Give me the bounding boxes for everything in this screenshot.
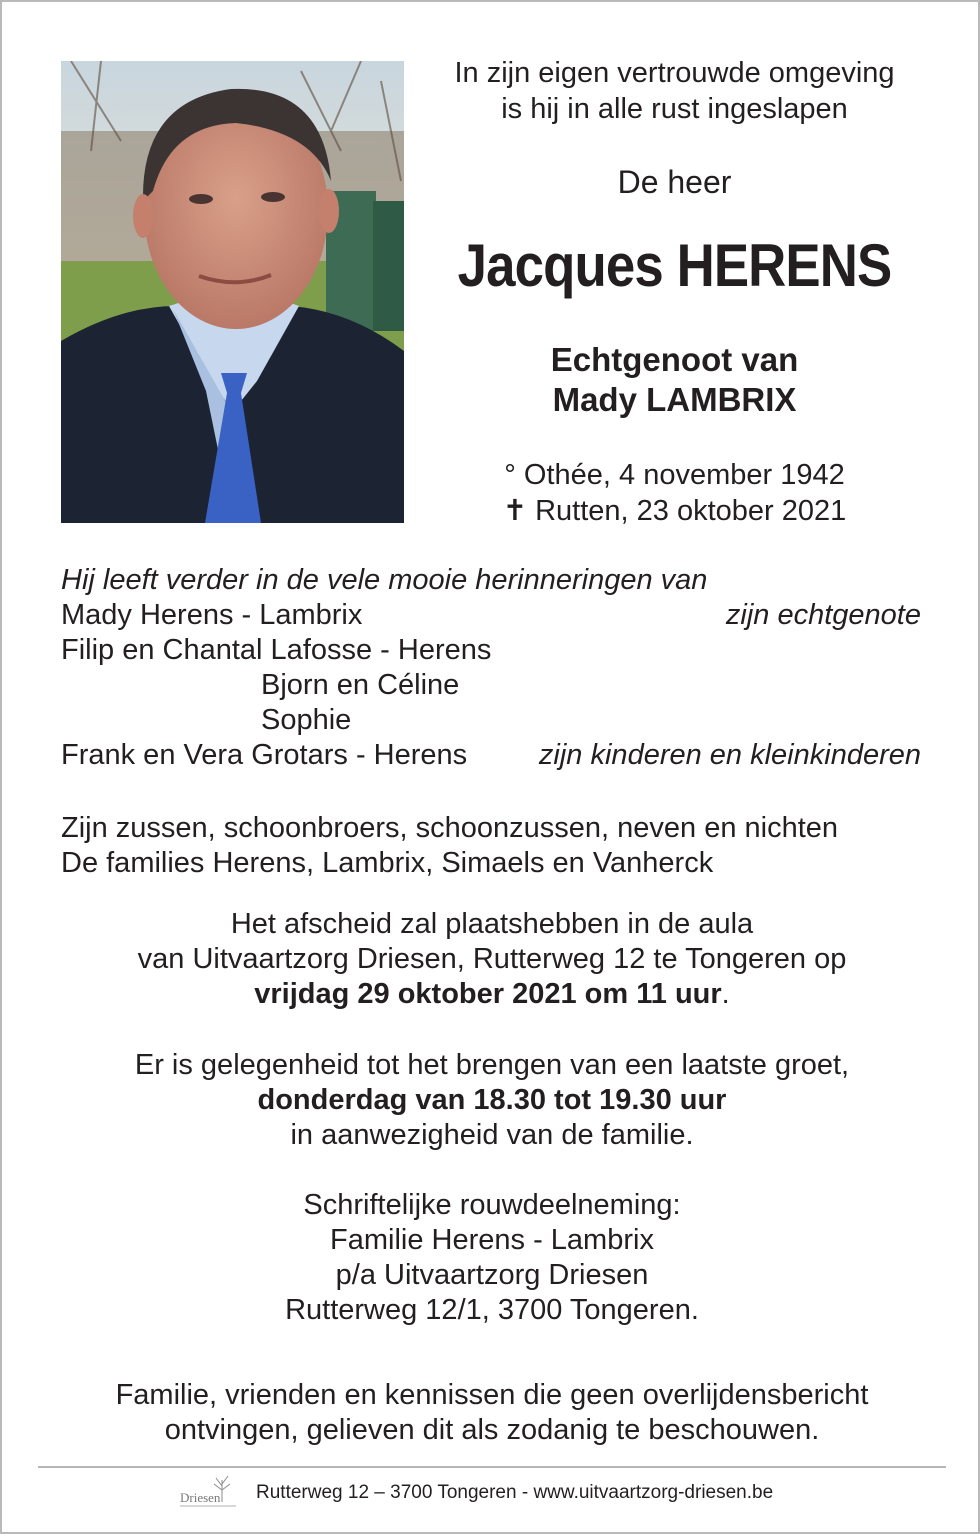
survivors-list [61, 563, 921, 773]
survivor-relation: zijn echtgenote [725, 599, 921, 631]
farewell-line: Het afscheid zal plaatshebben in de aula [230, 908, 754, 940]
survivor-row [61, 738, 921, 773]
portrait-photo [61, 61, 404, 523]
farewell-period: . [721, 978, 730, 1010]
relatives [61, 811, 941, 881]
deceased-name: Jacques HERENS [457, 232, 892, 299]
spouse-name: Mady LAMBRIX [552, 381, 797, 418]
relatives-line: De families Herens, Lambrix, Simaels en Vanherck [61, 847, 714, 879]
intro-line: is hij in alle rust ingeslapen [501, 93, 848, 125]
condolence-line: Schriftelijke rouwdeelneming: [303, 1189, 681, 1221]
survivor-name: Frank en Vera Grotars - Herens [61, 739, 468, 771]
condolence-line: p/a Uitvaartzorg Driesen [335, 1259, 649, 1291]
footer-address: Rutterweg 12 – 3700 Tongeren - www.uitvaartzorg-driesen.be [256, 1482, 774, 1503]
closing-line: ontvingen, gelieven dit als zodanig te beschouwen. [164, 1414, 820, 1446]
condolence-address [42, 1188, 942, 1328]
driesen-logo [178, 1472, 240, 1514]
honorific: De heer [617, 164, 732, 200]
survivor-row [61, 598, 921, 633]
visit-line: Er is gelegenheid tot het brengen van een laatste groet, [134, 1049, 850, 1081]
spouse-of [422, 340, 927, 420]
visit-time: donderdag van 18.30 tot 19.30 uur [257, 1084, 727, 1116]
survivor-relation: zijn kinderen en kleinkinderen [538, 739, 921, 771]
closing-line: Familie, vrienden en kennissen die geen overlijdensbericht [115, 1379, 869, 1411]
survivor-name: Filip en Chantal Lafosse - Herens [61, 634, 492, 666]
intro-line: In zijn eigen vertrouwde omgeving [454, 57, 895, 89]
relatives-line: Zijn zussen, schoonbroers, schoonzussen, neven en nichten [61, 812, 839, 844]
logo-text: Driesen [180, 1490, 221, 1505]
grandchild-name: Sophie [261, 704, 352, 736]
farewell-date: vrijdag 29 oktober 2021 om 11 uur [254, 978, 722, 1010]
visitation-info [42, 1048, 942, 1153]
spouse-label: Echtgenoot van [550, 341, 799, 378]
condolence-line: Familie Herens - Lambrix [330, 1224, 654, 1256]
closing-note [42, 1378, 942, 1448]
birth-date: ° Othée, 4 november 1942 [504, 459, 845, 491]
farewell-info [42, 907, 942, 1012]
condolence-line: Rutterweg 12/1, 3700 Tongeren. [285, 1294, 699, 1326]
visit-line: in aanwezigheid van de familie. [290, 1119, 694, 1151]
footer-divider [38, 1466, 946, 1468]
farewell-line: van Uitvaartzorg Driesen, Rutterweg 12 te Tongeren op [137, 943, 847, 975]
survivor-name: Mady Herens - Lambrix [61, 599, 363, 631]
grandchild-name: Bjorn en Céline [261, 669, 460, 701]
life-dates [422, 457, 927, 529]
intro-text [422, 55, 927, 127]
survivors-intro: Hij leeft verder in de vele mooie herinneringen van [61, 564, 708, 596]
farewell-when-line [42, 977, 942, 1012]
death-date: ✝ Rutten, 23 oktober 2021 [502, 495, 847, 527]
